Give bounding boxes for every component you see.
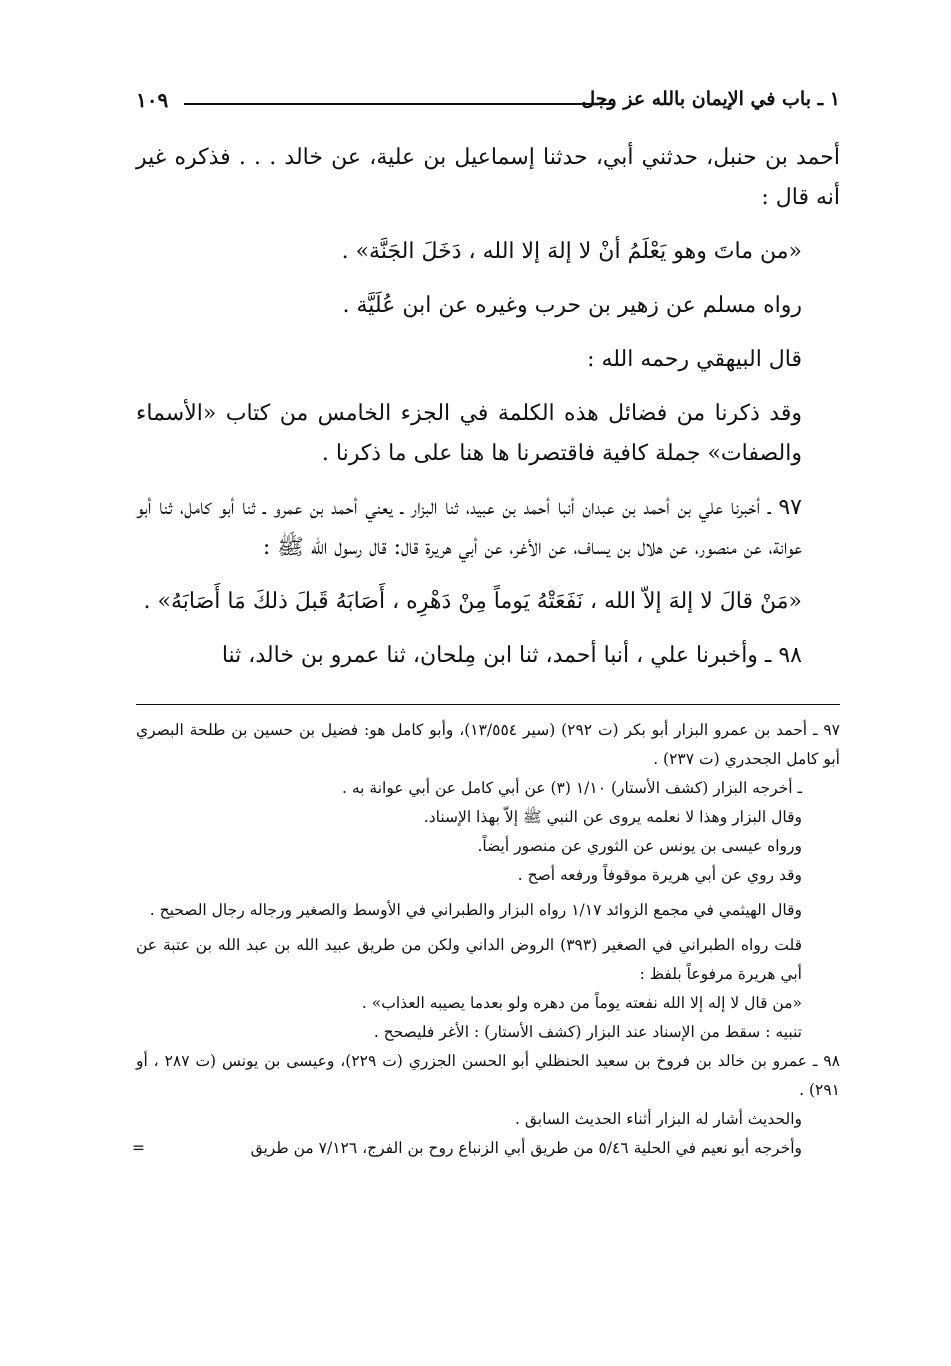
page-number: ١٠٩ (136, 88, 169, 112)
paragraph: وقد ذكرنا من فضائل هذه الكلمة في الجزء الخامس من كتاب «الأسماء والصفات» جملة كافية فاقتصرنا ها هنا على ما ذكرنا . (136, 401, 802, 466)
paragraph: أحمد بن حنبل، حدثني أبي، حدثنا إسماعيل بن علية، عن خالد . . . فذكره غير أنه قال : (136, 145, 840, 210)
running-header (136, 88, 840, 118)
hadith-98-isnad: ٩٨ ـ وأخبرنا علي ، أنبا أحمد، ثنا ابن مِلحان، ثنا عمرو بن خالد، ثنا (221, 643, 802, 668)
footnote-line: وقد روي عن أبي هريرة موقوفاً ورفعه أصح . (517, 866, 802, 884)
hadith-97-isnad: ٩٧ ـ أخبرنا علي بن أحمد بن عبدان أنبا أحمد بن عبيد، ثنا البزار ـ يعني أحمد بن عمرو ـ ثنا أبو كامل، ثنا أبو عوانة، عن منصور، عن هلال بن يساف، عن الأغر، عن أبي هريرة قال: قال رسول الله ﷺ : (136, 495, 802, 560)
footnote-line: ٩٨ ـ عمرو بن خالد بن فروخ بن سعيد الحنظلي أبو الحسن الجزري (ت ٢٢٩)، وعيسى بن يونس (ت ٢٨٧ ، أو ٢٩١) . (136, 1052, 840, 1099)
footnote-line (132, 1134, 840, 1163)
footnote-line: ورواه عيسى بن يونس عن الثوري عن منصور أيضاً. (477, 837, 802, 855)
footnote-text: وأخرجه أبو نعيم في الحلية ٥/٤٦ من طريق أبي الزنباع روح بن الفرج، ٧/١٢٦ من طريق (250, 1139, 802, 1157)
footnote-line: وقال الهيثمي في مجمع الزوائد ١/١٧ رواه البزار والطبراني في الأوسط والصغير ورجاله رجال الصحيح . (149, 901, 802, 919)
footnotes (132, 716, 840, 1163)
main-text (136, 138, 840, 676)
header-rule (184, 103, 614, 105)
footnote-line: ـ أخرجه البزار (كشف الأستار) ١/١٠ (٣) عن أبي كامل عن أبي عوانة به . (342, 779, 802, 797)
footnote-rule (136, 704, 840, 705)
chapter-title: ١ ـ باب في الإيمان بالله عز وجل (581, 88, 840, 110)
paragraph: رواه مسلم عن زهير بن حرب وغيره عن ابن عُلَيَّة . (342, 293, 802, 318)
hadith-quote: «مَنْ قالَ لا إلهَ إلاّ الله ، نَفَعَتْهُ يَوماً مِنْ دَهْرِه ، أَصَابَهُ قَبلَ ذلكَ مَا أَصَابَهُ» . (143, 589, 802, 614)
footnote-line: «من قال لا إله إلا الله نفعته يوماً من دهره ولو بعدما يصيبه العذاب» . (361, 994, 802, 1012)
footnote-line: وقال البزار وهذا لا نعلمه يروى عن النبي ﷺ إلاّ بهذا الإسناد. (423, 808, 802, 826)
paragraph: قال البيهقي رحمه الله : (587, 347, 802, 372)
continuation-mark: = (132, 1139, 145, 1157)
footnote-line: قلت رواه الطبراني في الصغير (٣٩٣) الروض الداني ولكن من طريق عبيد الله بن عبد الله بن عتبة عن أبي هريرة مرفوعاً بلفظ : (136, 936, 802, 983)
hadith-quote: «من ماتَ وهو يَعْلَمُ أنْ لا إلهَ إلا الله ، دَخَلَ الجَنَّة» . (341, 239, 802, 264)
footnote-line: والحديث أشار له البزار أثناء الحديث السابق . (514, 1110, 802, 1128)
footnote-line: ٩٧ ـ أحمد بن عمرو البزار أبو بكر (ت ٢٩٢) (سير ١٣/٥٥٤)، وأبو كامل هو: فضيل بن حسين بن طلحة البصري أبو كامل الجحدري (ت ٢٣٧) . (136, 721, 840, 768)
footnote-line: تنبيه : سقط من الإسناد عند البزار (كشف الأستار) : الأغر فليصحح . (373, 1023, 802, 1041)
